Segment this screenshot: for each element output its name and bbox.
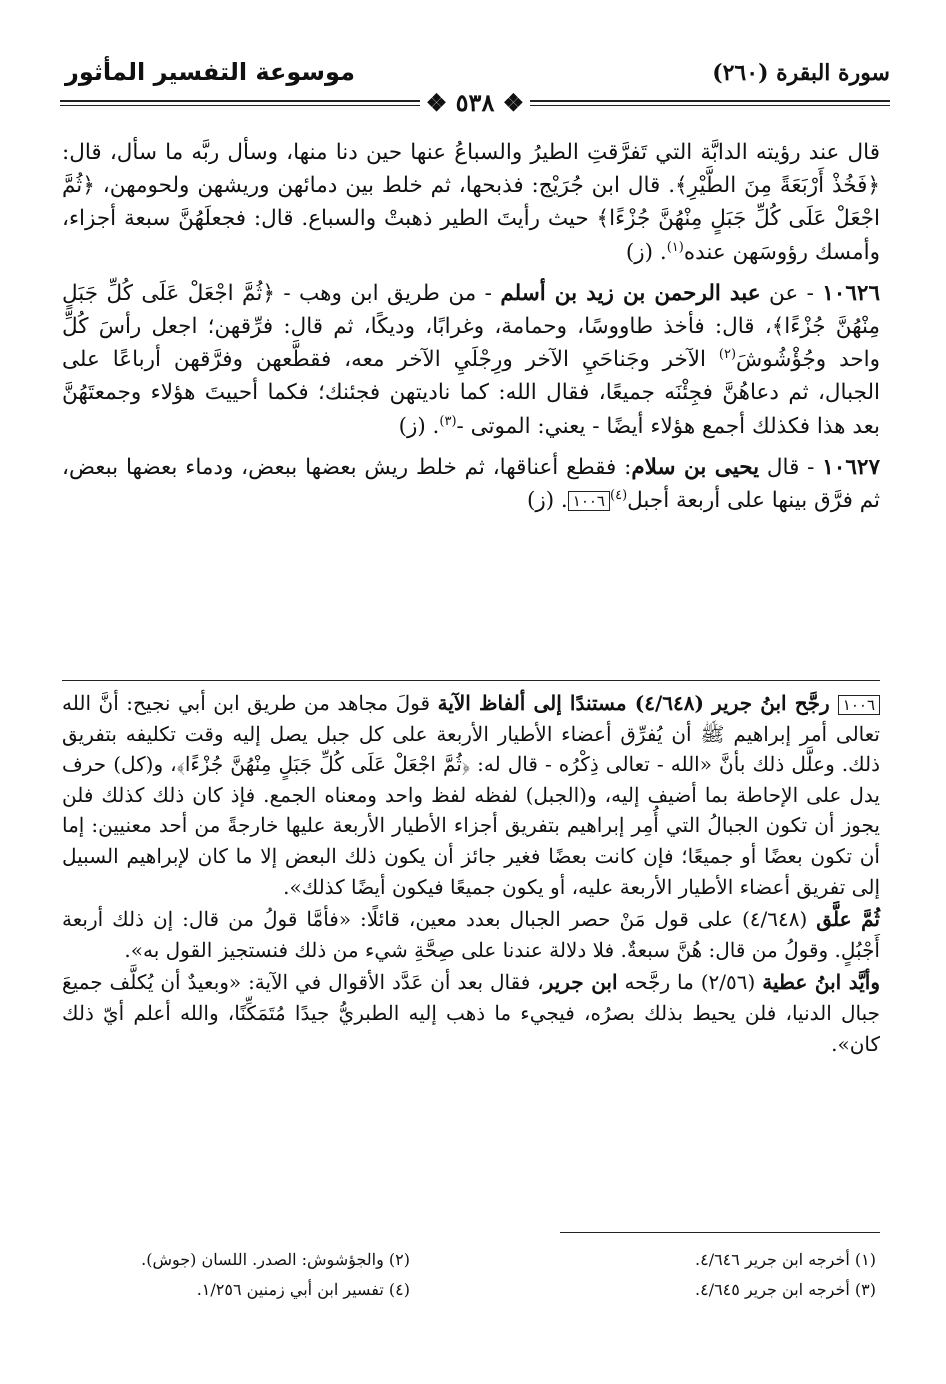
section-divider: [62, 680, 880, 681]
page-number-value: ٥٣٨: [455, 88, 495, 117]
p1-text: قال عند رؤيته الدابَّة التي تَفرَّقتِ الطيرُ والسباعُ عنها حين دنا منها، وسأل ربَّه ما سأل، قال: ﴿فَخُذْ أَرْبَعَةً مِنَ الطَّيْرِ﴾. قال ابن جُرَيْج: فذبحها، ثم خلط بين دمائهن وريشهن ولحومهن، ﴿ثُمَّ اجْعَلْ عَلَى كُلِّ جَبَلٍ مِنْهُنَّ جُزْءًا﴾ حيث رأيتَ الطير ذهبتْ والسباع. قال: فجعلَهُنَّ سبعة أجزاء، وأمسك رؤوسَهن عنده: [62, 140, 880, 265]
commentary-paragraph-2: [62, 904, 880, 965]
commentary-number-box: ١٠٠٦: [838, 695, 880, 715]
footnote-rule: [560, 1232, 880, 1233]
footnote-3: (٣) أخرجه ابن جرير ٤/٦٤٥.: [695, 1280, 876, 1299]
commentary-paragraph-1: [62, 688, 880, 902]
p3-text: : فقطع أعناقها، ثم خلط ريش بعضها ببعض، ودماء بعضها ببعض، ثم فرَّق بينها على أربعة أجبل: [62, 454, 880, 514]
athar-number: ١٠٦٢٧: [822, 454, 880, 480]
book-title: موسوعة التفسير المأثور: [65, 58, 355, 86]
commentary-text-1: قولَ مجاهد من طريق ابن أبي نجيح: أنَّ الله تعالى أمر إبراهيم ﷺ أن يُفرِّق أعضاء الأطيار الأربعة على كل جبل يصل إليه وقت تكليفه بتفريق ذلك. وعلَّل ذلك بأنَّ «الله - تعالى ذِكْرُه - قال له: ﴿ثُمَّ اجْعَلْ عَلَى كُلِّ جَبَلٍ مِنْهُنَّ جُزْءًا﴾، و(كل) حرف يدل على الإحاطة بما أضيف إليه، و(الجبل) لفظه لفظ واحد ومعناه الجمع. فإذ كان ذلك كذلك فلن يجوز أن تكون الجبالُ التي أُمِر إبراهيم بتفريق أجزاء الأطيار الأربعة عليها خارجةً من أحد معنيين: إما أن تكون بعضًا أو جميعًا؛ فإن كانت بعضًا فغير جائز أن يكون ذلك البعض إلا ما كان لإبراهيم السبيل إلى تفريق أعضاء الأطيار الأربعة عليه، أو يكون جميعًا فيكون أيضًا كذلك».: [62, 691, 881, 899]
footnote-ref-1: (١): [666, 239, 684, 255]
commentary-text-3: (٢/٥٦) ما رجَّحه: [617, 970, 763, 995]
footnotes: [62, 1244, 880, 1324]
surah-title: سورة البقرة (٢٦٠): [712, 60, 890, 86]
source-marker: . (ز): [526, 488, 568, 514]
commentary-text-3b: ، فقال بعد أن عَدَّد الأقوال في الآية: «وبعيدٌ أن يُكلَّف جميعَ جبال الدنيا، فلن يحيط بذلك بصرُه، فيجيء ما ذهب إليه الطبريُّ جيدًا مُتَمَكِّنًا، والله أعلم أيّ ذلك كان».: [62, 970, 880, 1056]
paragraph-10627: [62, 451, 880, 517]
footnote-1: (١) أخرجه ابن جرير ٤/٦٤٦.: [695, 1250, 876, 1269]
page-number: ❖ ٥٣٨ ❖: [420, 88, 530, 118]
source-marker: . (ز): [398, 413, 440, 439]
main-text: [62, 136, 880, 525]
footnote-ref-2: (٢): [718, 347, 737, 363]
commentary-name: ابن جرير: [543, 970, 618, 995]
commentary-heading: رجَّح ابنُ جرير (٤/٦٤٨) مستندًا إلى ألفاظ الآية: [437, 691, 838, 715]
commentary-lead-3: وأيَّد ابنُ عطية: [762, 970, 880, 995]
commentary-section: [62, 688, 880, 1059]
source-marker: . (ز): [625, 239, 667, 265]
athar-number: ١٠٦٢٦: [822, 280, 880, 306]
commentary-text-2: (٤/٦٤٨) على قول مَنْ حصر الجبال بعدد معين، قائلًا: «فأمَّا قولُ من قال: إن ذلك أربعة أَجْبُلٍ. وقولُ من قال: هُنَّ سبعةٌ. فلا دلالة عندنا على صِحَّةِ شيء من ذلك فنستجيز القول به».: [62, 907, 880, 962]
narrator-name: عبد الرحمن بن زيد بن أسلم: [500, 280, 761, 306]
footnote-4: (٤) تفسير ابن أبي زمنين ١/٢٥٦.: [196, 1280, 410, 1299]
lead-text: - قال: [759, 454, 823, 480]
footnote-2: (٢) والجؤشوش: الصدر. اللسان (جوش).: [141, 1250, 410, 1269]
paragraph-10626: [62, 277, 880, 443]
commentary-lead-2: ثُمَّ علَّق: [816, 907, 880, 932]
paragraph-1: [62, 136, 880, 269]
commentary-paragraph-3: [62, 967, 880, 1059]
footnote-ref-4: (٤): [610, 487, 628, 503]
p2-text: - من طريق ابن وهب - ﴿ثُمَّ اجْعَلْ عَلَى كُلِّ جَبَلٍ مِنْهُنَّ جُزْءًا﴾، قال: فأخذ طاووسًا، وحمامة، وغرابًا، وديكًا، ثم قال: فرِّقهن؛ اجعل رأسَ كُلِّ واحد وجُؤْشُوشَ: [62, 280, 880, 373]
page-header: [60, 58, 890, 118]
footnote-ref-3: (٣): [439, 413, 457, 429]
p2-text-2: الآخر وجَناحَيِ الآخر ورِجْلَيِ الآخر معه، فقطَّعهن وفرَّقهن أرباعًا على الجبال، ثم دعاهُنَّ فجِئْنَه جميعًا، فقال الله: كما ناديتهن فجئنك؛ فكما أحييتَ هؤلاء وجمعتَهُنَّ بعد هذا فكذلك أجمع هؤلاء أيضًا - يعني: الموتى -: [62, 347, 880, 439]
narrator-name: يحيى بن سلام: [631, 454, 760, 480]
commentary-ref-box: ١٠٠٦: [568, 491, 610, 511]
lead-text: - عن: [760, 280, 823, 306]
